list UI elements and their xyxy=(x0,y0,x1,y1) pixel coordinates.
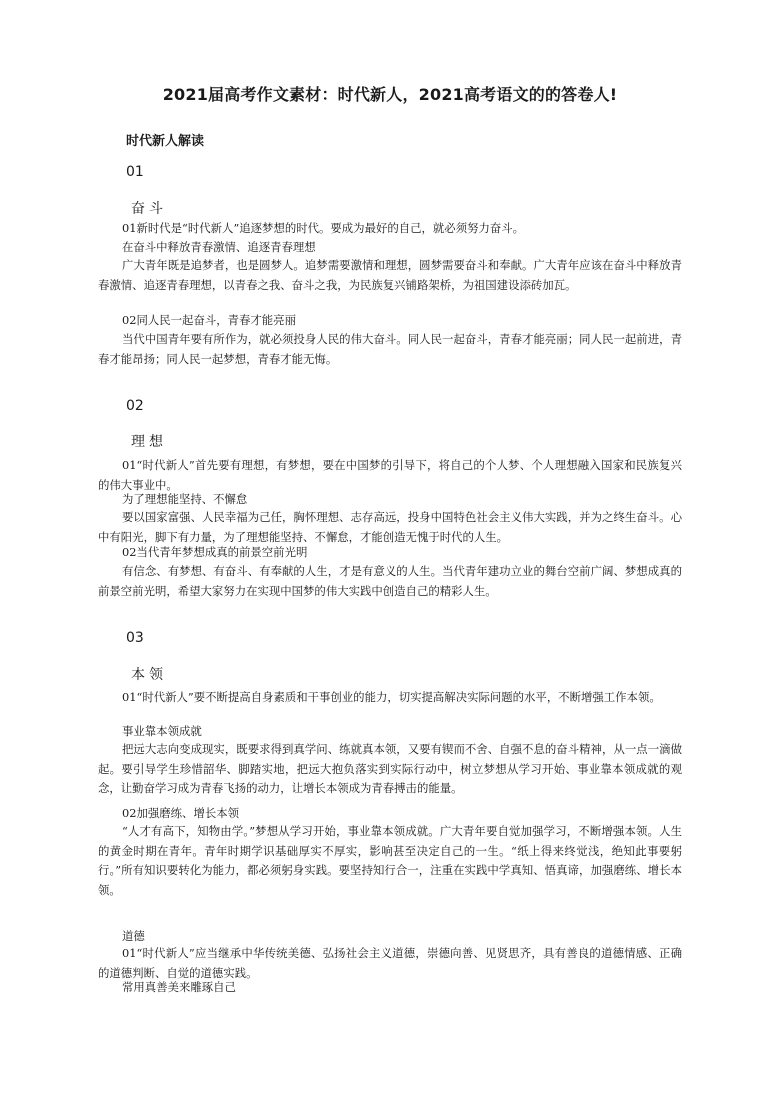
paragraph: 02加强磨练、增长本领 xyxy=(122,806,240,820)
paragraph: 当代中国青年要有所作为，就必须投身人民的伟大奋斗。同人民一起奋斗，青春才能亮丽；同人民一起前进，青春才能昂扬；同人民一起梦想，青春才能无悔。 xyxy=(98,332,682,366)
section-number: 01 xyxy=(126,164,144,180)
paragraph: 常用真善美来雕琢自己 xyxy=(122,980,236,994)
paragraph: “人才有高下，知物由学。”梦想从学习开始，事业靠本领成就。广大青年要自觉加强学习，不断增强本领。人生的黄金时期在青年。青年时期学识基础厚实不厚实，影响甚至决定自己的一生。“纸上得来终觉浅，绝知此事要躬行。”所有知识要转化为能力，都必须躬身实践。要坚持知行合一，注重在实践中学真知、悟真谛，加强磨练、增长本领。 xyxy=(98,824,682,897)
paragraph: 01“时代新人”要不断提高自身素质和干事创业的能力，切实提高解决实际问题的水平，不断增强工作本领。 xyxy=(122,690,661,704)
section-heading: 道德 xyxy=(122,929,145,943)
paragraph: 01“时代新人”首先要有理想，有梦想，要在中国梦的引导下，将自己的个人梦、个人理想融入国家和民族复兴的伟大事业中。 xyxy=(98,458,682,492)
section-heading: 理想 xyxy=(131,434,167,450)
section-number: 02 xyxy=(126,398,144,414)
paragraph: 为了理想能坚持、不懈怠 xyxy=(122,492,248,506)
paragraph: 02当代青年梦想成真的前景空前光明 xyxy=(122,545,308,559)
paragraph: 01“时代新人”应当继承中华传统美德、弘扬社会主义道德，崇德向善、见贤思齐，具有善良的道德情感、正确的道德判断、自觉的道德实践。 xyxy=(98,946,682,980)
section-subheading: 时代新人解读 xyxy=(126,134,205,149)
paragraph: 01新时代是“时代新人”追逐梦想的时代。要成为最好的自己，就必须努力奋斗。 xyxy=(122,221,525,235)
section-heading: 本领 xyxy=(131,667,167,683)
paragraph: 要以国家富强、人民幸福为己任，胸怀理想、志存高远，投身中国特色社会主义伟大实践，并为之终生奋斗。心中有阳光，脚下有力量，为了理想能坚持、不懈怠，才能创造无愧于时代的人生。 xyxy=(98,510,682,544)
paragraph: 有信念、有梦想、有奋斗、有奉献的人生，才是有意义的人生。当代青年建功立业的舞台空前广阔、梦想成真的前景空前光明，希望大家努力在实现中国梦的伟大实践中创造自己的精彩人生。 xyxy=(98,564,682,598)
paragraph: 事业靠本领成就 xyxy=(122,724,202,738)
section-heading: 奋斗 xyxy=(131,201,167,217)
page-title: 2021届高考作文素材：时代新人，2021高考语文的的答卷人! xyxy=(162,85,618,104)
paragraph: 把远大志向变成现实，既要求得到真学问、练就真本领，又要有锲而不舍、自强不息的奋斗精神，从一点一滴做起。要引导学生珍惜韶华、脚踏实地，把远大抱负落实到实际行动中，树立梦想从学习开始、事业靠本领成就的观念，让勤奋学习成为青春飞扬的动力，让增长本领成为青春搏击的能量。 xyxy=(98,742,682,795)
section-number: 03 xyxy=(126,630,144,646)
paragraph: 02同人民一起奋斗，青春才能亮丽 xyxy=(122,313,296,327)
paragraph: 在奋斗中释放青春激情、追逐青春理想 xyxy=(122,240,316,254)
paragraph: 广大青年既是追梦者，也是圆梦人。追梦需要激情和理想，圆梦需要奋斗和奉献。广大青年应该在奋斗中释放青春激情、追逐青春理想，以青春之我、奋斗之我，为民族复兴铺路架桥，为祖国建设添砖加瓦。 xyxy=(98,258,682,292)
